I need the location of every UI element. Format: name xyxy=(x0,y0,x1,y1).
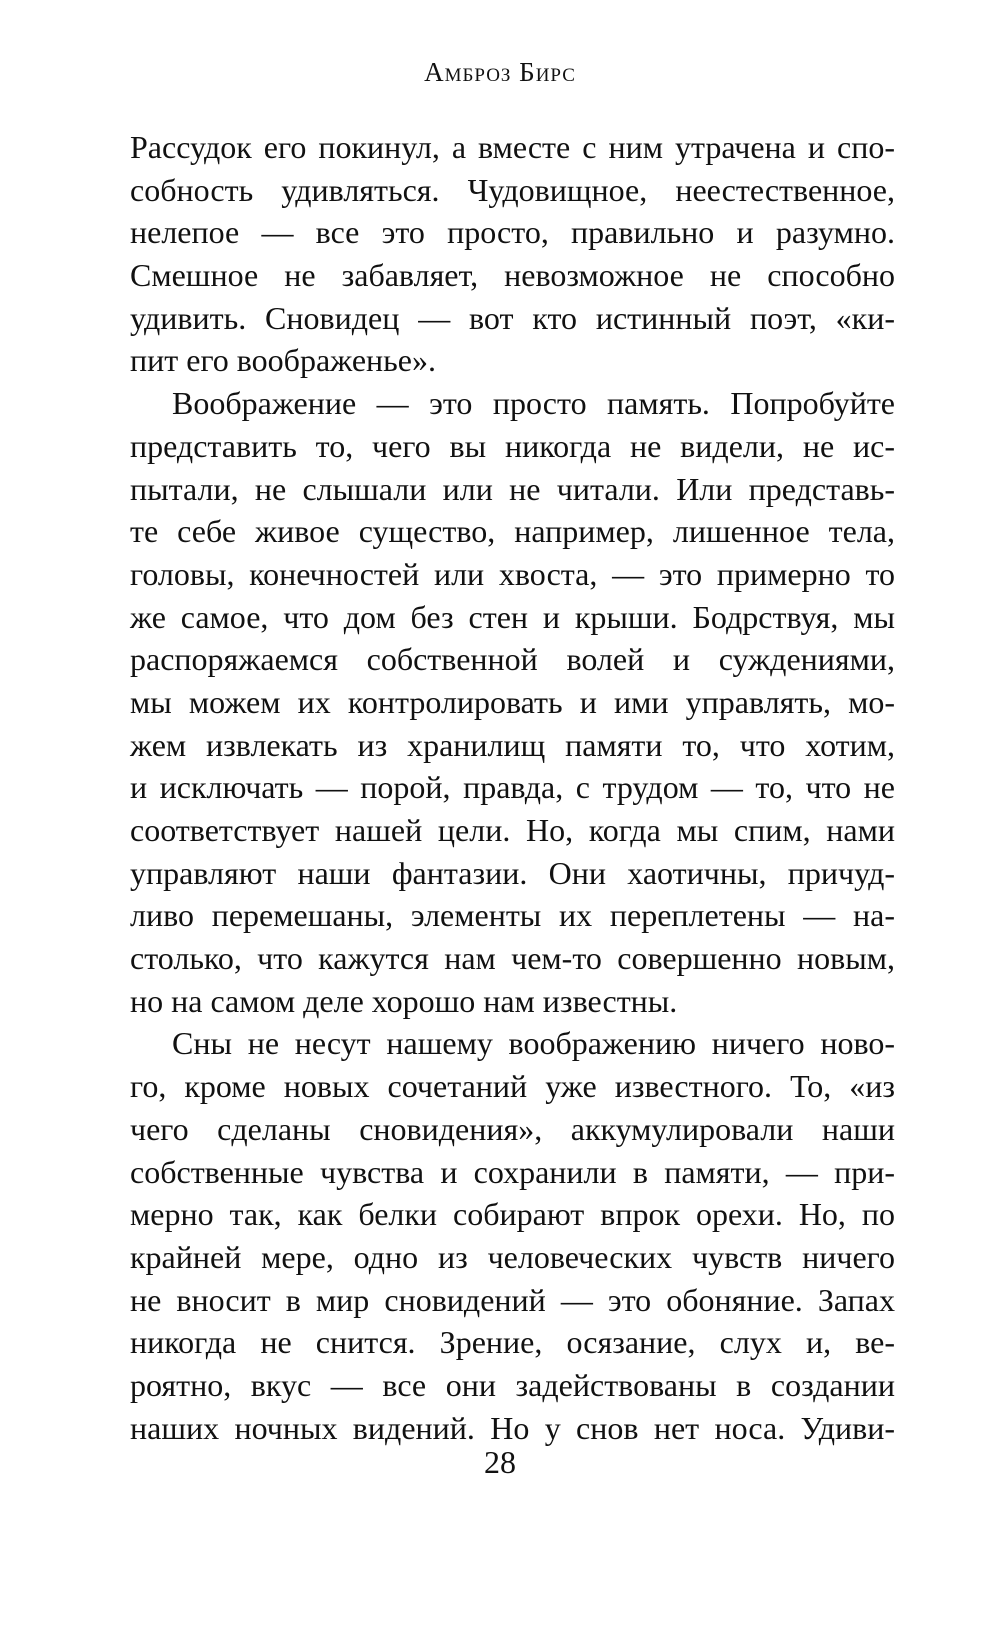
text-line: собность удивляться. Чудовищное, неестественное, xyxy=(130,171,895,208)
text-line: столько, что кажутся нам чем-то совершенно новым, xyxy=(130,940,895,977)
text-line: соответствует нашей цели. Но, когда мы спим, нами xyxy=(130,812,895,848)
text-line: те себе живое существо, например, лишенное тела, xyxy=(130,513,895,550)
text-line: нелепое — все это просто, правильно и разумно. xyxy=(130,214,895,251)
text-line: го, кроме новых сочетаний уже известного. То, «из xyxy=(130,1068,895,1105)
text-line: никогда не снится. Зрение, осязание, слух и, ве- xyxy=(130,1324,895,1361)
text-line: мерно так, как белки собирают впрок орехи. Но, по xyxy=(130,1196,895,1233)
text-line: же самое, что дом без стен и крыши. Бодрствуя, мы xyxy=(130,598,895,635)
text-line: управляют наши фантазии. Они хаотичны, причуд- xyxy=(130,854,895,891)
text-line: Смешное не забавляет, невозможное не способно xyxy=(130,257,895,294)
text-line: чего сделаны сновидения», аккумулировали наши xyxy=(130,1110,895,1147)
text-line: мы можем их контролировать и ими управлять, мо- xyxy=(130,683,895,720)
text-line: головы, конечностей или хвоста, — это примерно то xyxy=(130,555,895,592)
text-line: Рассудок его покинул, а вместе с ним утрачена и спо- xyxy=(130,129,895,165)
text-line: Воображение — это просто память. Попробуйте xyxy=(172,385,895,422)
page-number: 28 xyxy=(484,1444,516,1480)
text-line: роятно, вкус — все они задействованы в создании xyxy=(130,1366,895,1403)
text-line: представить то, чего вы никогда не видели, не ис- xyxy=(130,427,895,464)
text-line: собственные чувства и сохранили в памяти, — при- xyxy=(130,1153,895,1190)
text-line: наших ночных видений. Но у снов нет носа. Удиви- xyxy=(130,1409,895,1446)
text-line: удивить. Сновидец — вот кто истинный поэт, «ки- xyxy=(130,299,895,336)
text-line: Сны не несут нашему воображению ничего ново- xyxy=(172,1025,895,1062)
text-line: пит его воображенье». xyxy=(130,342,436,379)
text-line: распоряжаемся собственной волей и суждениями, xyxy=(130,641,895,678)
text-line: крайней мере, одно из человеческих чувств ничего xyxy=(130,1238,895,1275)
text-line: жем извлекать из хранилищ памяти то, что хотим, xyxy=(130,726,895,763)
body-text xyxy=(130,126,895,1449)
text-line: пытали, не слышали или не читали. Или представь- xyxy=(130,470,895,507)
text-line: но на самом деле хорошо нам известны. xyxy=(130,982,678,1019)
text-line: не вносит в мир сновидений — это обоняние. Запах xyxy=(130,1281,895,1318)
text-line: и исключать — порой, правда, с трудом — то, что не xyxy=(130,769,895,806)
running-head: Амброз Бирс xyxy=(424,57,576,87)
text-line: ливо перемешаны, элементы их переплетены — на- xyxy=(130,897,895,934)
